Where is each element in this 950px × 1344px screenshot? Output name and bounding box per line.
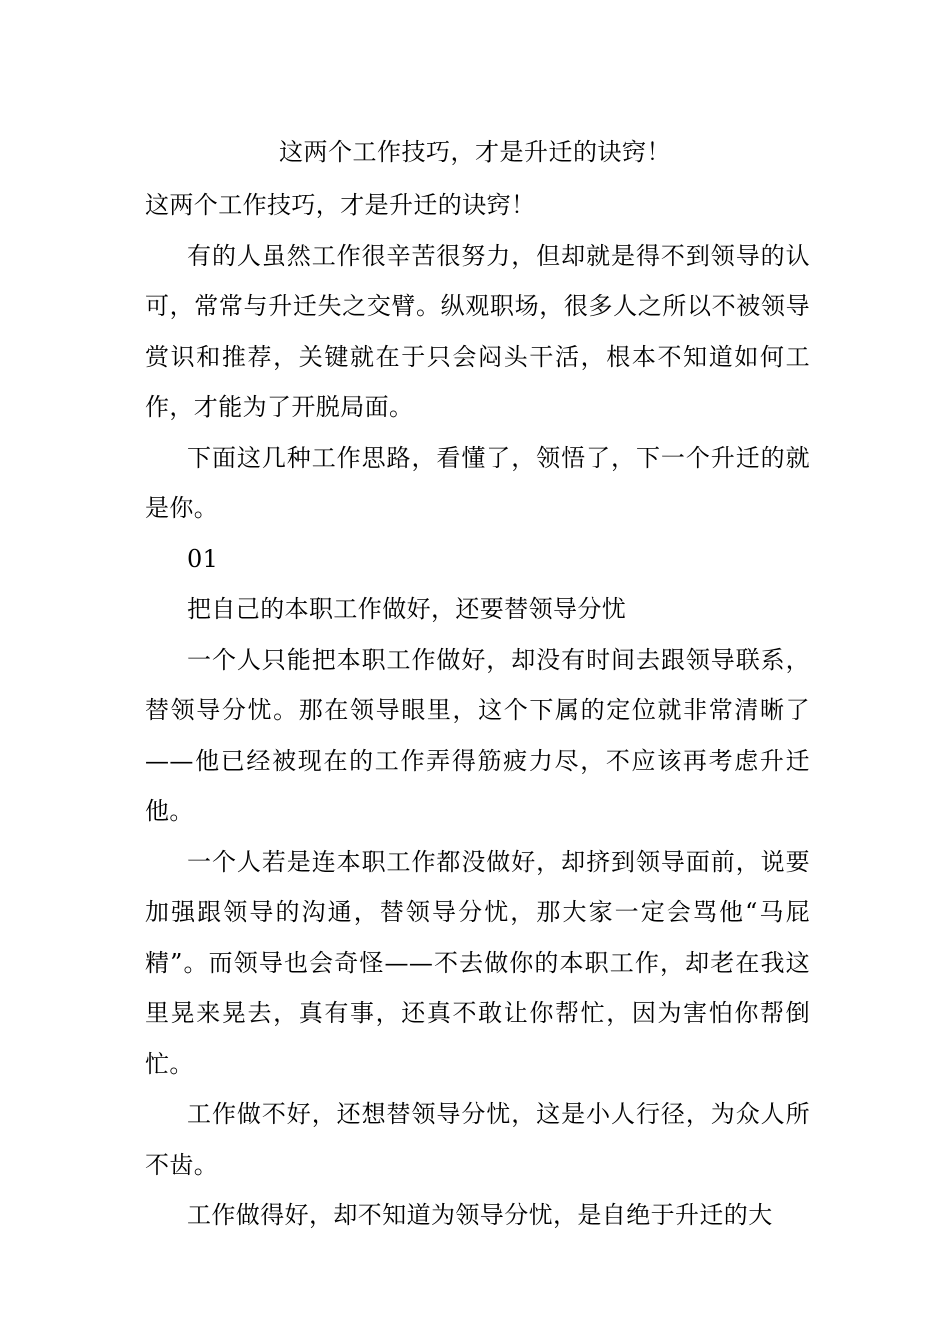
- paragraph: 工作做得好，却不知道为领导分忧，是自绝于升迁的大: [187, 1201, 773, 1229]
- section-heading: 把自己的本职工作做好，还要替领导分忧: [187, 595, 627, 623]
- paragraph: 这两个工作技巧，才是升迁的诀窍！: [145, 191, 536, 219]
- section-number: 01: [187, 544, 219, 573]
- document-body: [145, 180, 810, 1241]
- paragraph: 一个人只能把本职工作做好，却没有时间去跟领导联系，替领导分忧。那在领导眼里，这个下属的定位就非常清晰了——他已经被现在的工作弄得筋疲力尽，不应该再考虑升迁他。: [145, 645, 810, 825]
- paragraph: 有的人虽然工作很辛苦很努力，但却就是得不到领导的认可，常常与升迁失之交臂。纵观职场，很多人之所以不被领导赏识和推荐，关键就在于只会闷头干活，根本不知道如何工作，才能为了开脱局面。: [145, 241, 810, 421]
- paragraph: 下面这几种工作思路，看懂了，领悟了，下一个升迁的就是你。: [145, 443, 810, 522]
- paragraph: 一个人若是连本职工作都没做好，却挤到领导面前，说要加强跟领导的沟通，替领导分忧，那大家一定会骂他“马屁精”。而领导也会奇怪——不去做你的本职工作，却老在我这里晃来晃去，真有事，还真不敢让你帮忙，因为害怕你帮倒忙。: [145, 847, 810, 1078]
- paragraph: 工作做不好，还想替领导分忧，这是小人行径，为众人所不齿。: [145, 1100, 810, 1179]
- document-title: 这两个工作技巧，才是升迁的诀窍！: [279, 138, 671, 166]
